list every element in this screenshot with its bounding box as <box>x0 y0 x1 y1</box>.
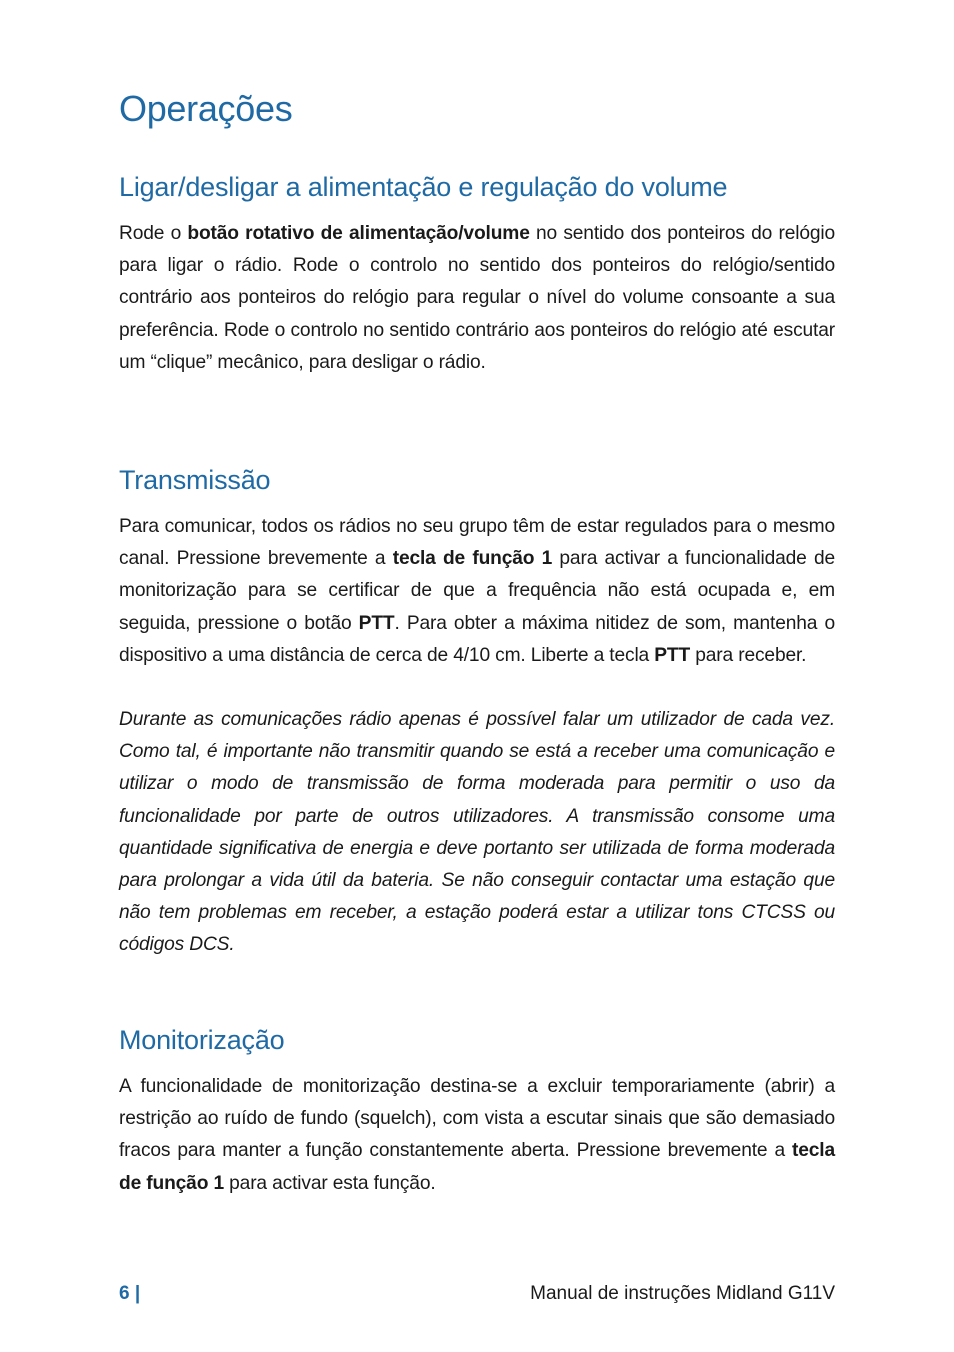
page-number: 6 | <box>119 1283 141 1304</box>
page-title: Operações <box>119 88 293 129</box>
paragraph-transmission-note: Durante as comunicações rádio apenas é possível falar um utilizador de cada vez. Como tal, é importante não transmitir quando se está a receber uma comunicação e utilizar o modo de transmissão de forma moderada para permitir o uso da funcionalidade por parte de outros utilizadores. A transmissão consome uma quantidade significativa de energia e deve portanto ser utilizada de forma moderada para prolongar a vida útil da bateria. Se não conseguir contactar uma estação que não tem problemas em receber, a estação poderá estar a utilizar tons CTCSS ou códigos DCS. <box>119 709 835 956</box>
manual-title: Manual de instruções Midland G11V <box>530 1283 835 1304</box>
page-footer <box>119 1283 835 1313</box>
paragraph-transmission: Para comunicar, todos os rádios no seu grupo têm de estar regulados para o mesmo canal. Pressione brevemente a tecla de função 1 para activar a funcionalidade de monitorização para se certificar de que a frequência não está ocupada e, em seguida, pressione o botão PTT. Para obter a máxima nitidez de som, mantenha o dispositivo a uma distância de cerca de 4/10 cm. Liberte a tecla PTT para receber. <box>119 516 836 666</box>
paragraph-monitoring: A funcionalidade de monitorização destina-se a excluir temporariamente (abrir) a restrição ao ruído de fundo (squelch), com vista a escutar sinais que são demasiado fracos para manter a função constantemente aberta. Pressione brevemente a tecla de função 1 para activar esta função. <box>119 1076 835 1194</box>
section-heading-transmission: Transmissão <box>119 465 271 495</box>
section-heading-monitoring: Monitorização <box>119 1025 285 1055</box>
paragraph-power-volume: Rode o botão rotativo de alimentação/volume no sentido dos ponteiros do relógio para ligar o rádio. Rode o controlo no sentido dos ponteiros do relógio/sentido contrário aos ponteiros do relógio para regular o nível do volume consoante a sua preferência. Rode o controlo no sentido contrário aos ponteiros do relógio até escutar um “clique” mecânico, para desligar o rádio. <box>119 223 836 373</box>
section-heading-power-volume: Ligar/desligar a alimentação e regulação do volume <box>119 172 728 202</box>
